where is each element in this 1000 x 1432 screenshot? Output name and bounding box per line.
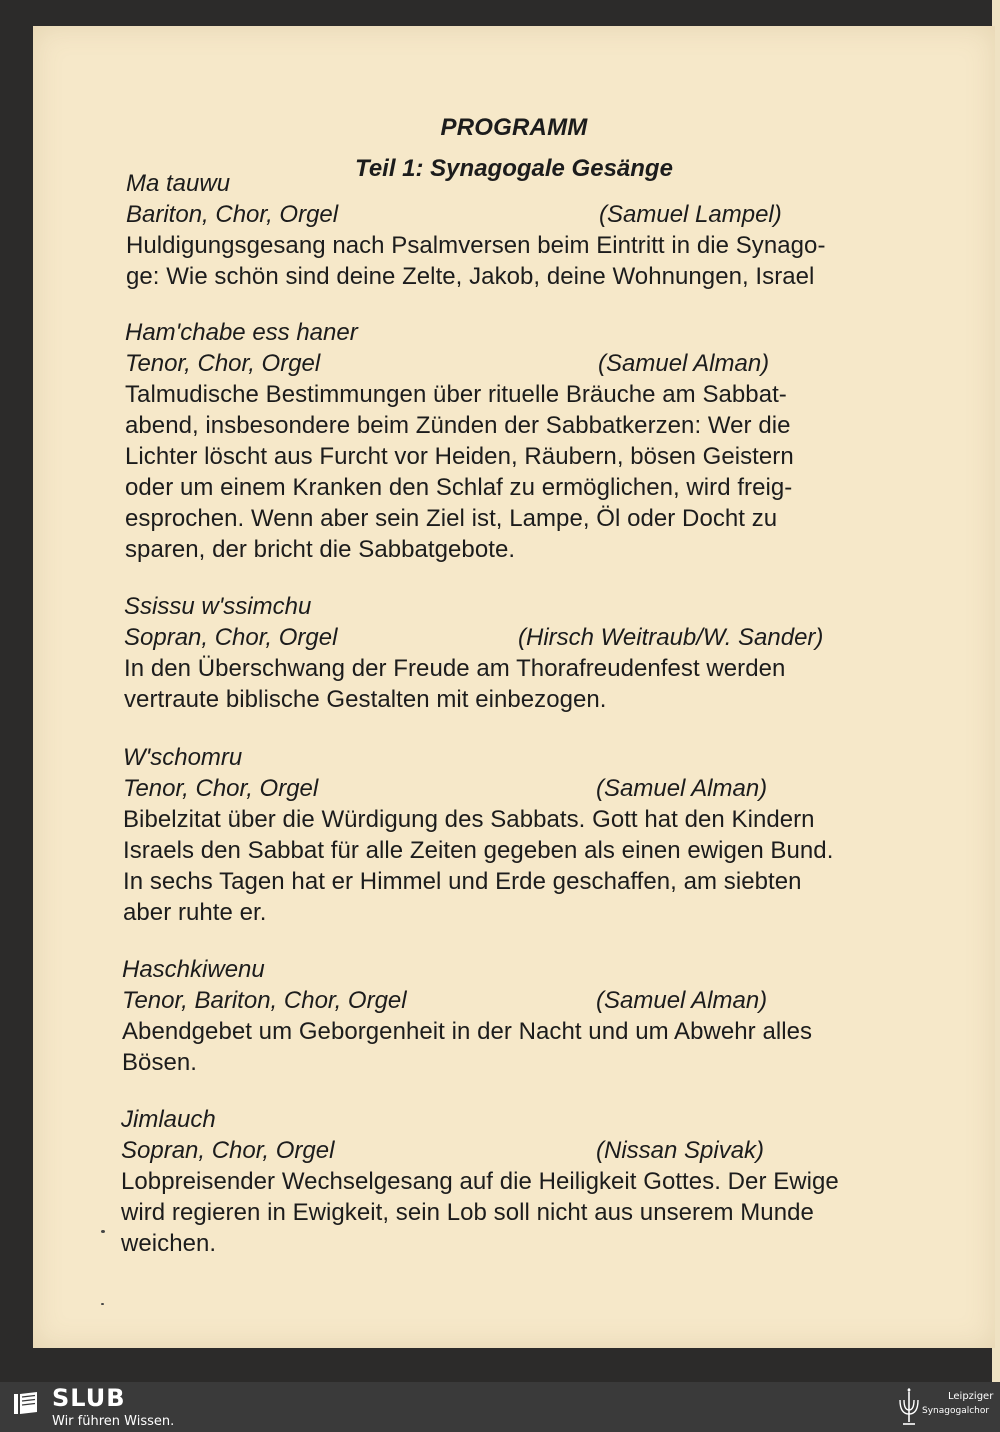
partner-name-line2: Synagogalchor (922, 1406, 990, 1416)
piece-description (123, 804, 923, 928)
piece-title: W'schomru (123, 744, 243, 771)
page-title: PROGRAMM (440, 114, 588, 141)
description-line: oder um einem Kranken den Schlaf zu ermöglichen, wird freig- (125, 474, 793, 501)
program-page (33, 26, 995, 1348)
description-line: Bibelzitat über die Würdigung des Sabbats. Gott hat den Kindern (123, 806, 815, 833)
composer: (Samuel Alman) (596, 775, 768, 802)
program-entry (121, 1104, 921, 1259)
section-title: Teil 1: Synagogale Gesänge (355, 155, 673, 182)
description-line: Abendgebet um Geborgenheit in der Nacht und um Abwehr alles (122, 1018, 813, 1045)
composer: (Nissan Spivak) (596, 1137, 765, 1164)
performers-row (124, 622, 924, 653)
performers-row (122, 985, 922, 1016)
piece-title: Jimlauch (121, 1106, 216, 1133)
composer: (Hirsch Weitraub/W. Sander) (518, 624, 824, 651)
piece-title: Ssissu w'ssimchu (124, 593, 312, 620)
description-line: In den Überschwang der Freude am Thorafreudenfest werden (124, 655, 786, 682)
piece-title: Ham'chabe ess haner (125, 319, 358, 346)
paper-speck (101, 1230, 105, 1233)
description-line: Lichter löscht aus Furcht vor Heiden, Räubern, bösen Geistern (125, 443, 794, 470)
performers-row (125, 348, 925, 379)
program-entry (122, 954, 922, 1078)
performers: Tenor, Chor, Orgel (123, 775, 319, 802)
description-line: esprochen. Wenn aber sein Ziel ist, Lampe, Öl oder Docht zu (125, 505, 778, 532)
program-entry (123, 742, 923, 928)
performers: Tenor, Bariton, Chor, Orgel (122, 987, 407, 1014)
piece-title: Haschkiwenu (122, 956, 265, 983)
description-line: aber ruhte er. (123, 899, 267, 926)
description-line: wird regieren in Ewigkeit, sein Lob soll nicht aus unserem Munde (121, 1199, 814, 1226)
performers-row (121, 1135, 921, 1166)
piece-title: Ma tauwu (126, 170, 231, 197)
partner-name-line1: Leipziger (948, 1391, 994, 1402)
brand-name: SLUB (52, 1384, 126, 1412)
performers-row (126, 199, 926, 230)
program-entry (126, 168, 926, 292)
piece-description (126, 230, 926, 292)
performers: Sopran, Chor, Orgel (124, 624, 338, 651)
description-line: Bösen. (122, 1049, 198, 1076)
menorah-icon (896, 1386, 922, 1428)
description-line: sparen, der bricht die Sabbatgebote. (125, 536, 516, 563)
performers: Bariton, Chor, Orgel (126, 201, 339, 228)
composer: (Samuel Alman) (596, 987, 768, 1014)
description-line: vertraute biblische Gestalten mit einbezogen. (124, 686, 607, 713)
description-line: Huldigungsgesang nach Psalmversen beim Eintritt in die Synago- (126, 232, 826, 259)
performers-row (123, 773, 923, 804)
description-line: Talmudische Bestimmungen über rituelle Bräuche am Sabbat- (125, 381, 787, 408)
piece-description (125, 379, 925, 565)
piece-description (124, 653, 924, 715)
paper-speck (101, 1303, 104, 1305)
book-icon (12, 1389, 40, 1417)
performers: Sopran, Chor, Orgel (121, 1137, 335, 1164)
piece-description (122, 1016, 922, 1078)
description-line: In sechs Tagen hat er Himmel und Erde geschaffen, am siebten (123, 868, 802, 895)
piece-description (121, 1166, 921, 1259)
program-entry (125, 317, 925, 565)
program-entry (124, 591, 924, 715)
footer-bar (0, 1382, 1000, 1432)
composer: (Samuel Lampel) (599, 201, 782, 228)
performers: Tenor, Chor, Orgel (125, 350, 321, 377)
brand-tagline: Wir führen Wissen. (52, 1414, 175, 1429)
description-line: abend, insbesondere beim Zünden der Sabbatkerzen: Wer die (125, 412, 791, 439)
description-line: Israels den Sabbat für alle Zeiten gegeben als einen ewigen Bund. (123, 837, 834, 864)
composer: (Samuel Alman) (598, 350, 770, 377)
description-line: Lobpreisender Wechselgesang auf die Heiligkeit Gottes. Der Ewige (121, 1168, 839, 1195)
description-line: weichen. (121, 1230, 217, 1257)
description-line: ge: Wie schön sind deine Zelte, Jakob, deine Wohnungen, Israel (126, 263, 815, 290)
